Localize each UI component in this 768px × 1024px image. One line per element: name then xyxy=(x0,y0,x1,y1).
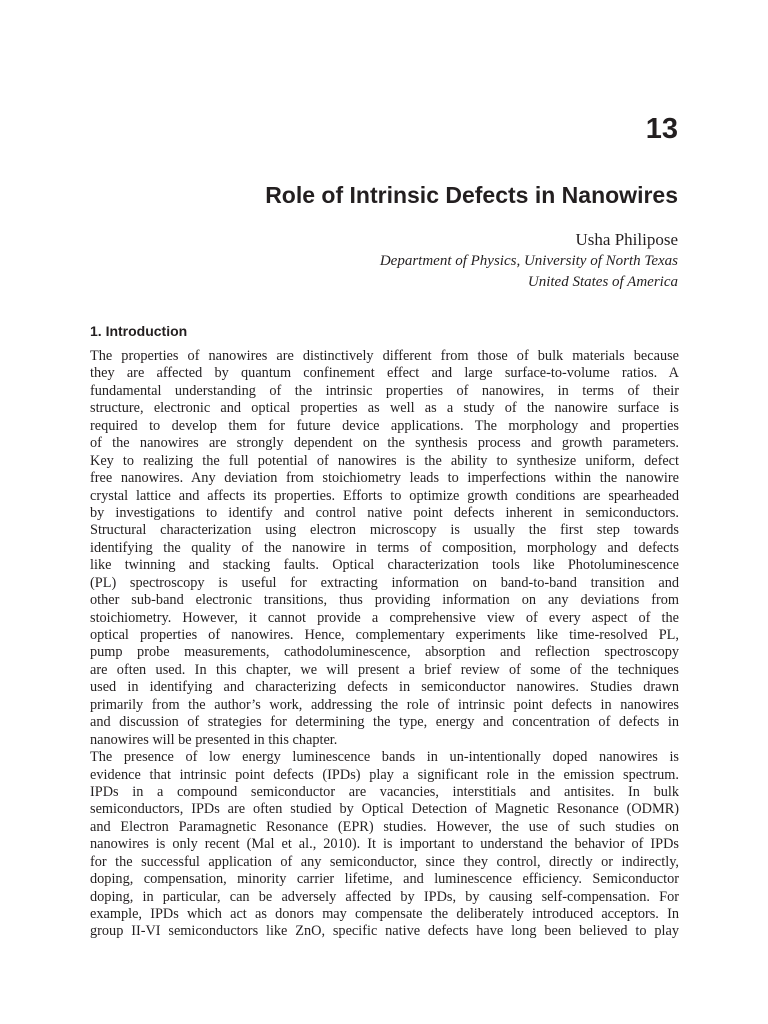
text-line: crystal lattice and affects its properties. Efforts to optimize growth conditions are spearheaded xyxy=(90,487,679,504)
text-line: nanowires is only recent (Mal et al., 2010). It is important to understand the behavior of IPDs xyxy=(90,836,679,853)
text-line: free nanowires. Any deviation from stoichiometry leads to imperfections within the nanowire xyxy=(90,470,679,487)
chapter-number: 13 xyxy=(645,113,678,145)
text-line: example, IPDs which act as donors may compensate the deliberately introduced acceptors. In xyxy=(90,906,679,922)
text-line: nanowires will be presented in this chapter. xyxy=(90,731,338,748)
paragraph xyxy=(90,348,679,749)
text-line: by investigations to identify and control native point defects inherent in semiconductors. xyxy=(90,504,679,521)
section-heading: 1. Introduction xyxy=(90,323,188,339)
text-line: optical properties of nanowires. Hence, complementary experiments like time-resolved PL, xyxy=(90,627,679,643)
text-line: they are affected by quantum confinement effect and large surface-to-volume ratios. A xyxy=(90,365,679,382)
text-line: and Electron Paramagnetic Resonance (EPR) studies. However, the use of such studies on xyxy=(90,818,679,835)
text-line: IPDs in a compound semiconductor are vacancies, interstitials and antisites. In bulk xyxy=(90,783,679,800)
text-line: The properties of nanowires are distinctively different from those of bulk materials because xyxy=(90,348,679,364)
author-block xyxy=(380,229,678,293)
chapter-title: Role of Intrinsic Defects in Nanowires xyxy=(265,182,678,208)
text-line: structure, electronic and optical properties as well as a study of the nanowire surface is xyxy=(90,400,679,417)
text-line: doping, in particular, can be adversely affected by IPDs, by causing self-compensation. For xyxy=(90,888,679,905)
text-line: Key to realizing the full potential of nanowires is the ability to synthesize uniform, defect xyxy=(90,452,679,469)
author-name: Usha Philipose xyxy=(575,230,678,249)
text-line: required to develop them for future device applications. The morphology and properties xyxy=(90,417,679,434)
text-line: semiconductors, IPDs are often studied by Optical Detection of Magnetic Resonance (ODMR) xyxy=(90,801,679,818)
text-line: other sub-band electronic transitions, thus providing information on any deviations from xyxy=(90,592,679,609)
text-line: (PL) spectroscopy is useful for extracting information on band-to-band transition and xyxy=(90,574,679,591)
text-line: doping, compensation, minority carrier lifetime, and luminescence efficiency. Semiconductor xyxy=(90,871,679,888)
affiliation-line: Department of Physics, University of North Texas xyxy=(379,253,678,269)
text-line: The presence of low energy luminescence bands in un-intentionally doped nanowires is xyxy=(90,749,679,766)
paragraph xyxy=(90,749,679,941)
text-line: used in identifying and characterizing defects in semiconductor nanowires. Studies drawn xyxy=(90,679,679,696)
text-line: for the successful application of any semiconductor, since they control, directly or indirectly, xyxy=(90,853,679,870)
text-line: and discussion of strategies for determining the type, energy and concentration of defects in xyxy=(90,714,679,731)
affiliation-line: United States of America xyxy=(527,274,678,290)
text-line: evidence that intrinsic point defects (IPDs) play a significant role in the emission spectrum. xyxy=(90,766,679,783)
text-line: primarily from the author’s work, addressing the role of intrinsic point defects in nanowires xyxy=(90,696,679,713)
text-line: group II-VI semiconductors like ZnO, specific native defects have long been believed to play xyxy=(90,923,679,940)
text-line: pump probe measurements, cathodoluminescence, absorption and reflection spectroscopy xyxy=(90,644,679,661)
text-line: Structural characterization using electron microscopy is usually the first step towards xyxy=(90,522,679,539)
text-line: of the nanowires are strongly dependent on the synthesis process and growth parameters. xyxy=(90,435,679,452)
text-line: fundamental understanding of the intrinsic properties of nanowires, in terms of their xyxy=(90,382,679,399)
text-line: identifying the quality of the nanowire in terms of composition, morphology and defects xyxy=(90,539,679,556)
text-line: like twinning and stacking faults. Optical characterization tools like Photoluminescence xyxy=(90,557,679,574)
text-line: stoichiometry. However, it cannot provide a comprehensive view of every aspect of the xyxy=(90,609,679,626)
text-line: are often used. In this chapter, we will present a brief review of some of the techniques xyxy=(90,661,679,678)
body-text xyxy=(90,348,679,941)
